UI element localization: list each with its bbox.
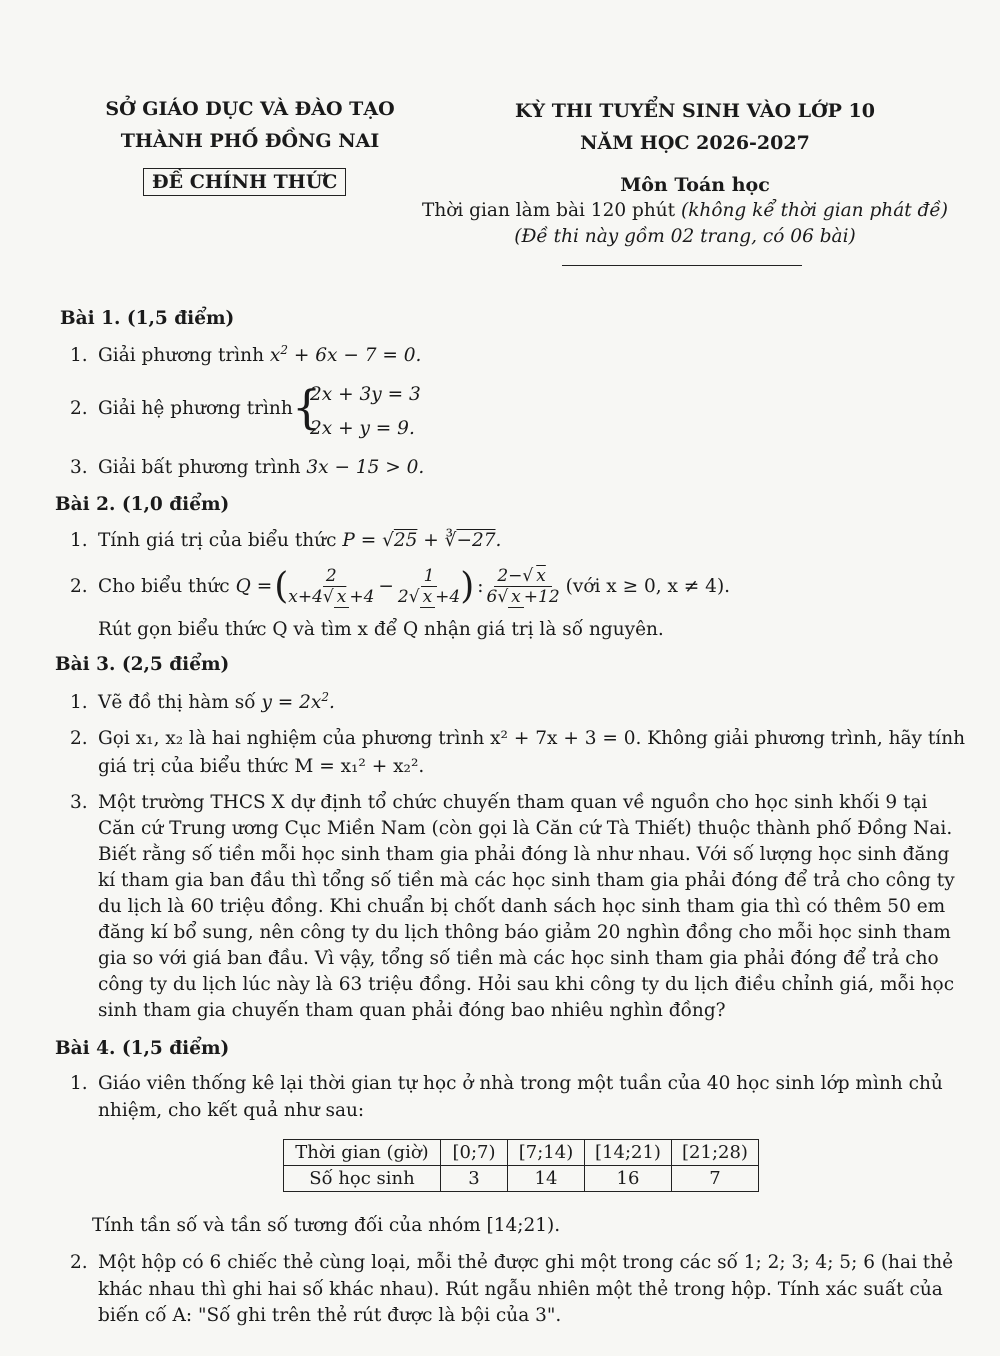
system-brace: { bbox=[292, 380, 322, 434]
table-cell: [21;28) bbox=[672, 1140, 759, 1166]
q-text: Cho biểu thức bbox=[98, 576, 230, 597]
table-cell: [14;21) bbox=[585, 1140, 672, 1166]
q-text: Giải phương trình bbox=[98, 345, 264, 367]
math-expr-p: P = √25 + ∛−27. bbox=[342, 530, 502, 551]
item-number: 2. bbox=[70, 728, 88, 749]
math-func: $y = 2x^2$. bbox=[261, 690, 335, 714]
math-ineq: 3x − 15 > 0. bbox=[306, 457, 425, 478]
item-number: 3. bbox=[70, 457, 88, 478]
table-cell: 3 bbox=[441, 1166, 508, 1192]
paren-left: ( bbox=[274, 566, 289, 607]
bai3-q2 bbox=[70, 728, 965, 749]
bai2-q2-line2: Rút gọn biểu thức Q và tìm x để Q nhận giá trị là số nguyên. bbox=[98, 619, 664, 640]
header-divider bbox=[562, 265, 802, 266]
fraction-1: $\frac{2}{x+4√ x +4}$ bbox=[288, 566, 375, 607]
bai4-q2-line: khác nhau thì ghi hai số khác nhau). Rút ngẫu nhiên một thẻ trong hộp. Tính xác suất của bbox=[98, 1279, 943, 1300]
item-number: 2. bbox=[70, 1252, 88, 1273]
bai3-q3-line: Căn cứ Trung ương Cục Miền Nam (còn gọi là Căn cứ Tà Thiết) thuộc thành phố Đồng Nai. bbox=[98, 818, 953, 839]
q-text: Một trường THCS X dự định tổ chức chuyến tham quan về nguồn cho học sinh khối 9 tại bbox=[98, 792, 928, 813]
bai3-q3-line: gia so với giá ban đầu. Vì vậy, tổng số tiền mà các học sinh tham gia phải đóng để trả cho bbox=[98, 948, 939, 969]
math-eq: $x^2 + 6x - 7 = 0$. bbox=[269, 343, 422, 367]
bai3-q2-line2: giá trị của biểu thức M = x₁² + x₂². bbox=[98, 756, 425, 777]
item-number: 1. bbox=[70, 692, 88, 714]
table-cell: 7 bbox=[672, 1166, 759, 1192]
item-number: 3. bbox=[70, 792, 88, 813]
subject: Môn Toán học bbox=[620, 174, 770, 196]
item-number: 2. bbox=[70, 576, 88, 597]
system-eq2: 2x + y = 9. bbox=[310, 418, 415, 439]
q-text: Giải hệ phương trình bbox=[98, 398, 293, 419]
q-text: Giải bất phương trình bbox=[98, 457, 301, 478]
dept-line2: THÀNH PHỐ ĐỒNG NAI bbox=[120, 130, 380, 152]
bai2-q2: 2. Cho biểu thức Q = ( $\frac{2}{x+4√ x +4}$ − $\frac{1}{2√ x +4}$ ) : $\frac{2-√ x}{6√ x +12}$ (với x ≥ 0, x ≠ 4). bbox=[70, 566, 731, 607]
paren-right: ) bbox=[460, 566, 475, 607]
fraction-2: $\frac{1}{2√ x +4}$ bbox=[397, 566, 461, 607]
table-cell: 16 bbox=[585, 1166, 672, 1192]
q-text: Giáo viên thống kê lại thời gian tự học ở nhà trong một tuần của 40 học sinh lớp mình chủ bbox=[98, 1073, 943, 1094]
bai4-q2 bbox=[70, 1252, 953, 1273]
bai4-title: Bài 4. (1,5 điểm) bbox=[55, 1038, 230, 1059]
item-number: 1. bbox=[70, 345, 88, 367]
fraction-3: $\frac{2-√ x}{6√ x +12}$ bbox=[486, 566, 560, 607]
item-number: 2. bbox=[70, 398, 88, 419]
bai4-q2-line: biến cố A: "Số ghi trên thẻ rút được là bội của 3". bbox=[98, 1305, 562, 1326]
table-row bbox=[284, 1140, 759, 1166]
bai3-q3-line: kí tham gia ban đầu thì tổng số tiền mà các học sinh tham gia phải đóng để trả cho công ty bbox=[98, 870, 955, 891]
system-eq1: 2x + 3y = 3 bbox=[310, 384, 421, 405]
bai3-q3-line: công ty du lịch lúc này là 63 triệu đồng. Hỏi sau khi công ty du lịch điều chỉnh giá, mỗi học bbox=[98, 974, 955, 995]
school-year: NĂM HỌC 2026-2027 bbox=[580, 132, 810, 154]
bai3-q1 bbox=[70, 690, 335, 713]
table-cell: 14 bbox=[508, 1166, 585, 1192]
item-number: 1. bbox=[70, 1073, 88, 1094]
bai1-q1 bbox=[70, 343, 421, 366]
q-text: Một hộp có 6 chiếc thẻ cùng loại, mỗi thẻ được ghi một trong các số 1; 2; 3; 4; 5; 6 (hai thẻ bbox=[98, 1252, 954, 1273]
bai1-q3 bbox=[70, 457, 424, 478]
bai4-q1 bbox=[70, 1073, 943, 1094]
bai3-q3-line bbox=[70, 792, 927, 813]
bai1-q2 bbox=[70, 398, 293, 419]
time-info bbox=[420, 200, 950, 221]
bai3-title: Bài 3. (2,5 điểm) bbox=[55, 654, 230, 675]
bai2-q1 bbox=[70, 530, 501, 551]
table-cell: Số học sinh bbox=[284, 1166, 441, 1192]
item-number: 1. bbox=[70, 530, 88, 551]
bai3-q3-line: du lịch là 60 triệu đồng. Khi chuẩn bị chốt danh sách học sinh tham gia thì có thêm 50 em bbox=[98, 896, 946, 917]
bai3-q3-line: Biết rằng số tiền mỗi học sinh tham gia phải đóng là như nhau. Với số lượng học sinh đăng bbox=[98, 844, 950, 865]
condition: (với x ≥ 0, x ≠ 4). bbox=[565, 576, 731, 597]
table-cell: Thời gian (giờ) bbox=[284, 1140, 441, 1166]
math-expr-q: Q = bbox=[235, 576, 273, 597]
bai3-q3-line: đăng kí bổ sung, nên công ty du lịch thông báo giảm 20 nghìn đồng cho mỗi học sinh tham bbox=[98, 922, 951, 943]
bai4-q1-line2: nhiệm, cho kết quả như sau: bbox=[98, 1100, 365, 1121]
table-row bbox=[284, 1166, 759, 1192]
bai1-title: Bài 1. (1,5 điểm) bbox=[60, 308, 235, 329]
q-text: Tính giá trị của biểu thức bbox=[98, 530, 337, 551]
table-cell: [0;7) bbox=[441, 1140, 508, 1166]
frequency-table bbox=[283, 1139, 759, 1192]
official-stamp: ĐỀ CHÍNH THỨC bbox=[143, 168, 346, 196]
q-text: Vẽ đồ thị hàm số bbox=[98, 692, 256, 714]
pages-note: (Đề thi này gồm 02 trang, có 06 bài) bbox=[514, 226, 856, 247]
time-note: (không kể thời gian phát đề) bbox=[681, 200, 949, 221]
table-cell: [7;14) bbox=[508, 1140, 585, 1166]
dept-line1: SỞ GIÁO DỤC VÀ ĐÀO TẠO bbox=[105, 98, 395, 120]
bai3-q3-line: sinh tham gia chuyến tham quan phải đóng bao nhiêu nghìn đồng? bbox=[98, 1000, 726, 1021]
q-text: Gọi x₁, x₂ là hai nghiệm của phương trình x² + 7x + 3 = 0. Không giải phương trình, hãy tính bbox=[98, 728, 966, 749]
bai4-q1-ask: Tính tần số và tần số tương đối của nhóm [14;21). bbox=[92, 1215, 561, 1236]
time-text: Thời gian làm bài 120 phút bbox=[421, 200, 676, 221]
exam-title: KỲ THI TUYỂN SINH VÀO LỚP 10 bbox=[515, 100, 875, 122]
bai2-title: Bài 2. (1,0 điểm) bbox=[55, 494, 230, 515]
